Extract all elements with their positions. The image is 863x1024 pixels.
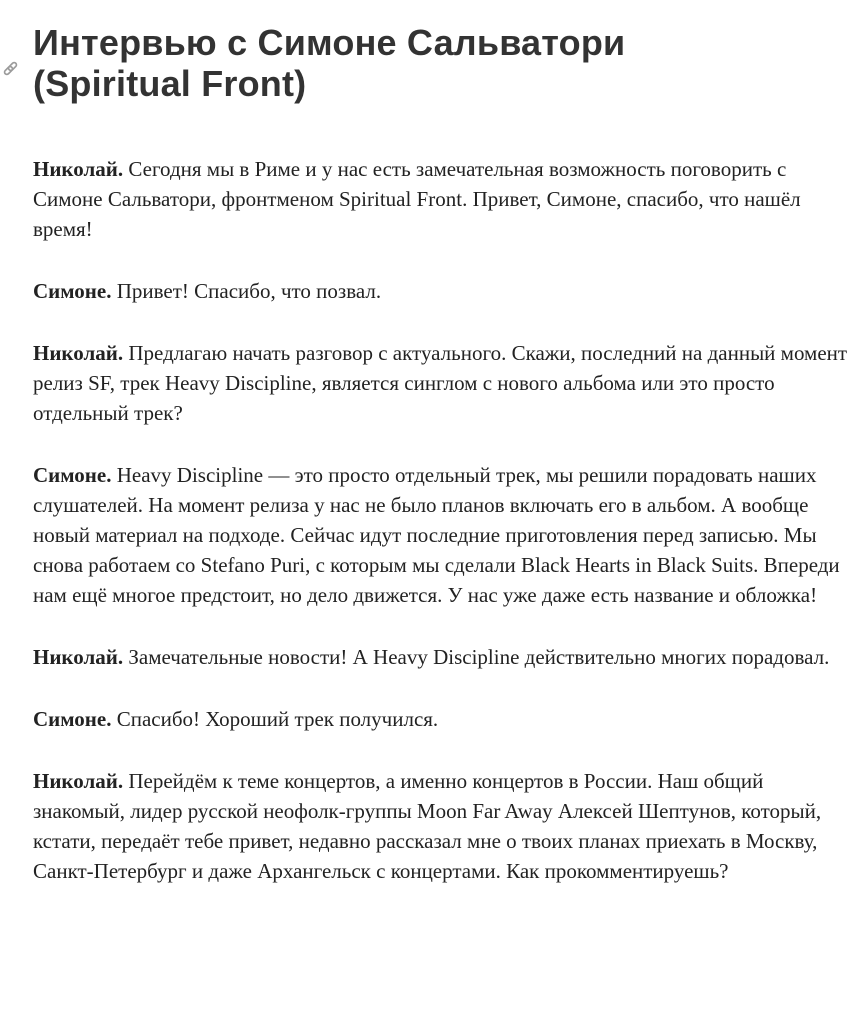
paragraph-5 bbox=[33, 642, 855, 672]
paragraph-4 bbox=[33, 460, 855, 610]
paragraph-text: Замечательные новости! А Heavy Discipline действительно многих порадовал. bbox=[128, 645, 830, 669]
paragraph-1 bbox=[33, 154, 855, 244]
page-title bbox=[33, 22, 855, 104]
page-title-line1: Интервью с Симоне Сальватори bbox=[33, 22, 626, 63]
speaker-name: Симоне. bbox=[33, 707, 112, 731]
paragraph-7 bbox=[33, 766, 855, 886]
speaker-name: Николай. bbox=[33, 157, 124, 181]
page-title-line2: (Spiritual Front) bbox=[33, 63, 307, 104]
speaker-name: Симоне. bbox=[33, 279, 112, 303]
paragraph-text: Heavy Discipline — это просто отдельный трек, мы решили порадовать наших слушателей. На момент релиза у нас не было планов включать его в альбом. А вообще новый материал на подходе. Сейчас идут последние приготовления перед записью. Мы снова работаем со Stefano Puri, с которым мы сделали Black Hearts in Black Suits. Впереди нам ещё многое предстоит, но дело движется. У нас уже даже есть название и обложка! bbox=[33, 463, 840, 607]
link-icon bbox=[2, 60, 19, 77]
speaker-name: Николай. bbox=[33, 645, 124, 669]
paragraph-text: Сегодня мы в Риме и у нас есть замечательная возможность поговорить с Симоне Сальватори, фронтменом Spiritual Front. Привет, Симоне, спасибо, что нашёл время! bbox=[33, 157, 801, 241]
paragraph-6 bbox=[33, 704, 855, 734]
paragraph-text: Предлагаю начать разговор с актуального. Скажи, последний на данный момент релиз SF, трек Heavy Discipline, является синглом с нового альбома или это просто отдельный трек? bbox=[33, 341, 848, 425]
paragraph-text: Спасибо! Хороший трек получился. bbox=[116, 707, 439, 731]
paragraph-text: Перейдём к теме концертов, а именно концертов в России. Наш общий знакомый, лидер русской неофолк-группы Moon Far Away Алексей Шептунов, который, кстати, передаёт тебе привет, недавно рассказал мне о твоих планах приехать в Москву, Санкт-Петербург и даже Архангельск с концертами. Как прокомментируешь? bbox=[33, 769, 822, 883]
paragraph-2 bbox=[33, 276, 855, 306]
paragraph-text: Привет! Спасибо, что позвал. bbox=[116, 279, 382, 303]
anchor-link[interactable] bbox=[2, 60, 19, 77]
speaker-name: Николай. bbox=[33, 769, 124, 793]
paragraph-3 bbox=[33, 338, 855, 428]
speaker-name: Николай. bbox=[33, 341, 124, 365]
speaker-name: Симоне. bbox=[33, 463, 112, 487]
